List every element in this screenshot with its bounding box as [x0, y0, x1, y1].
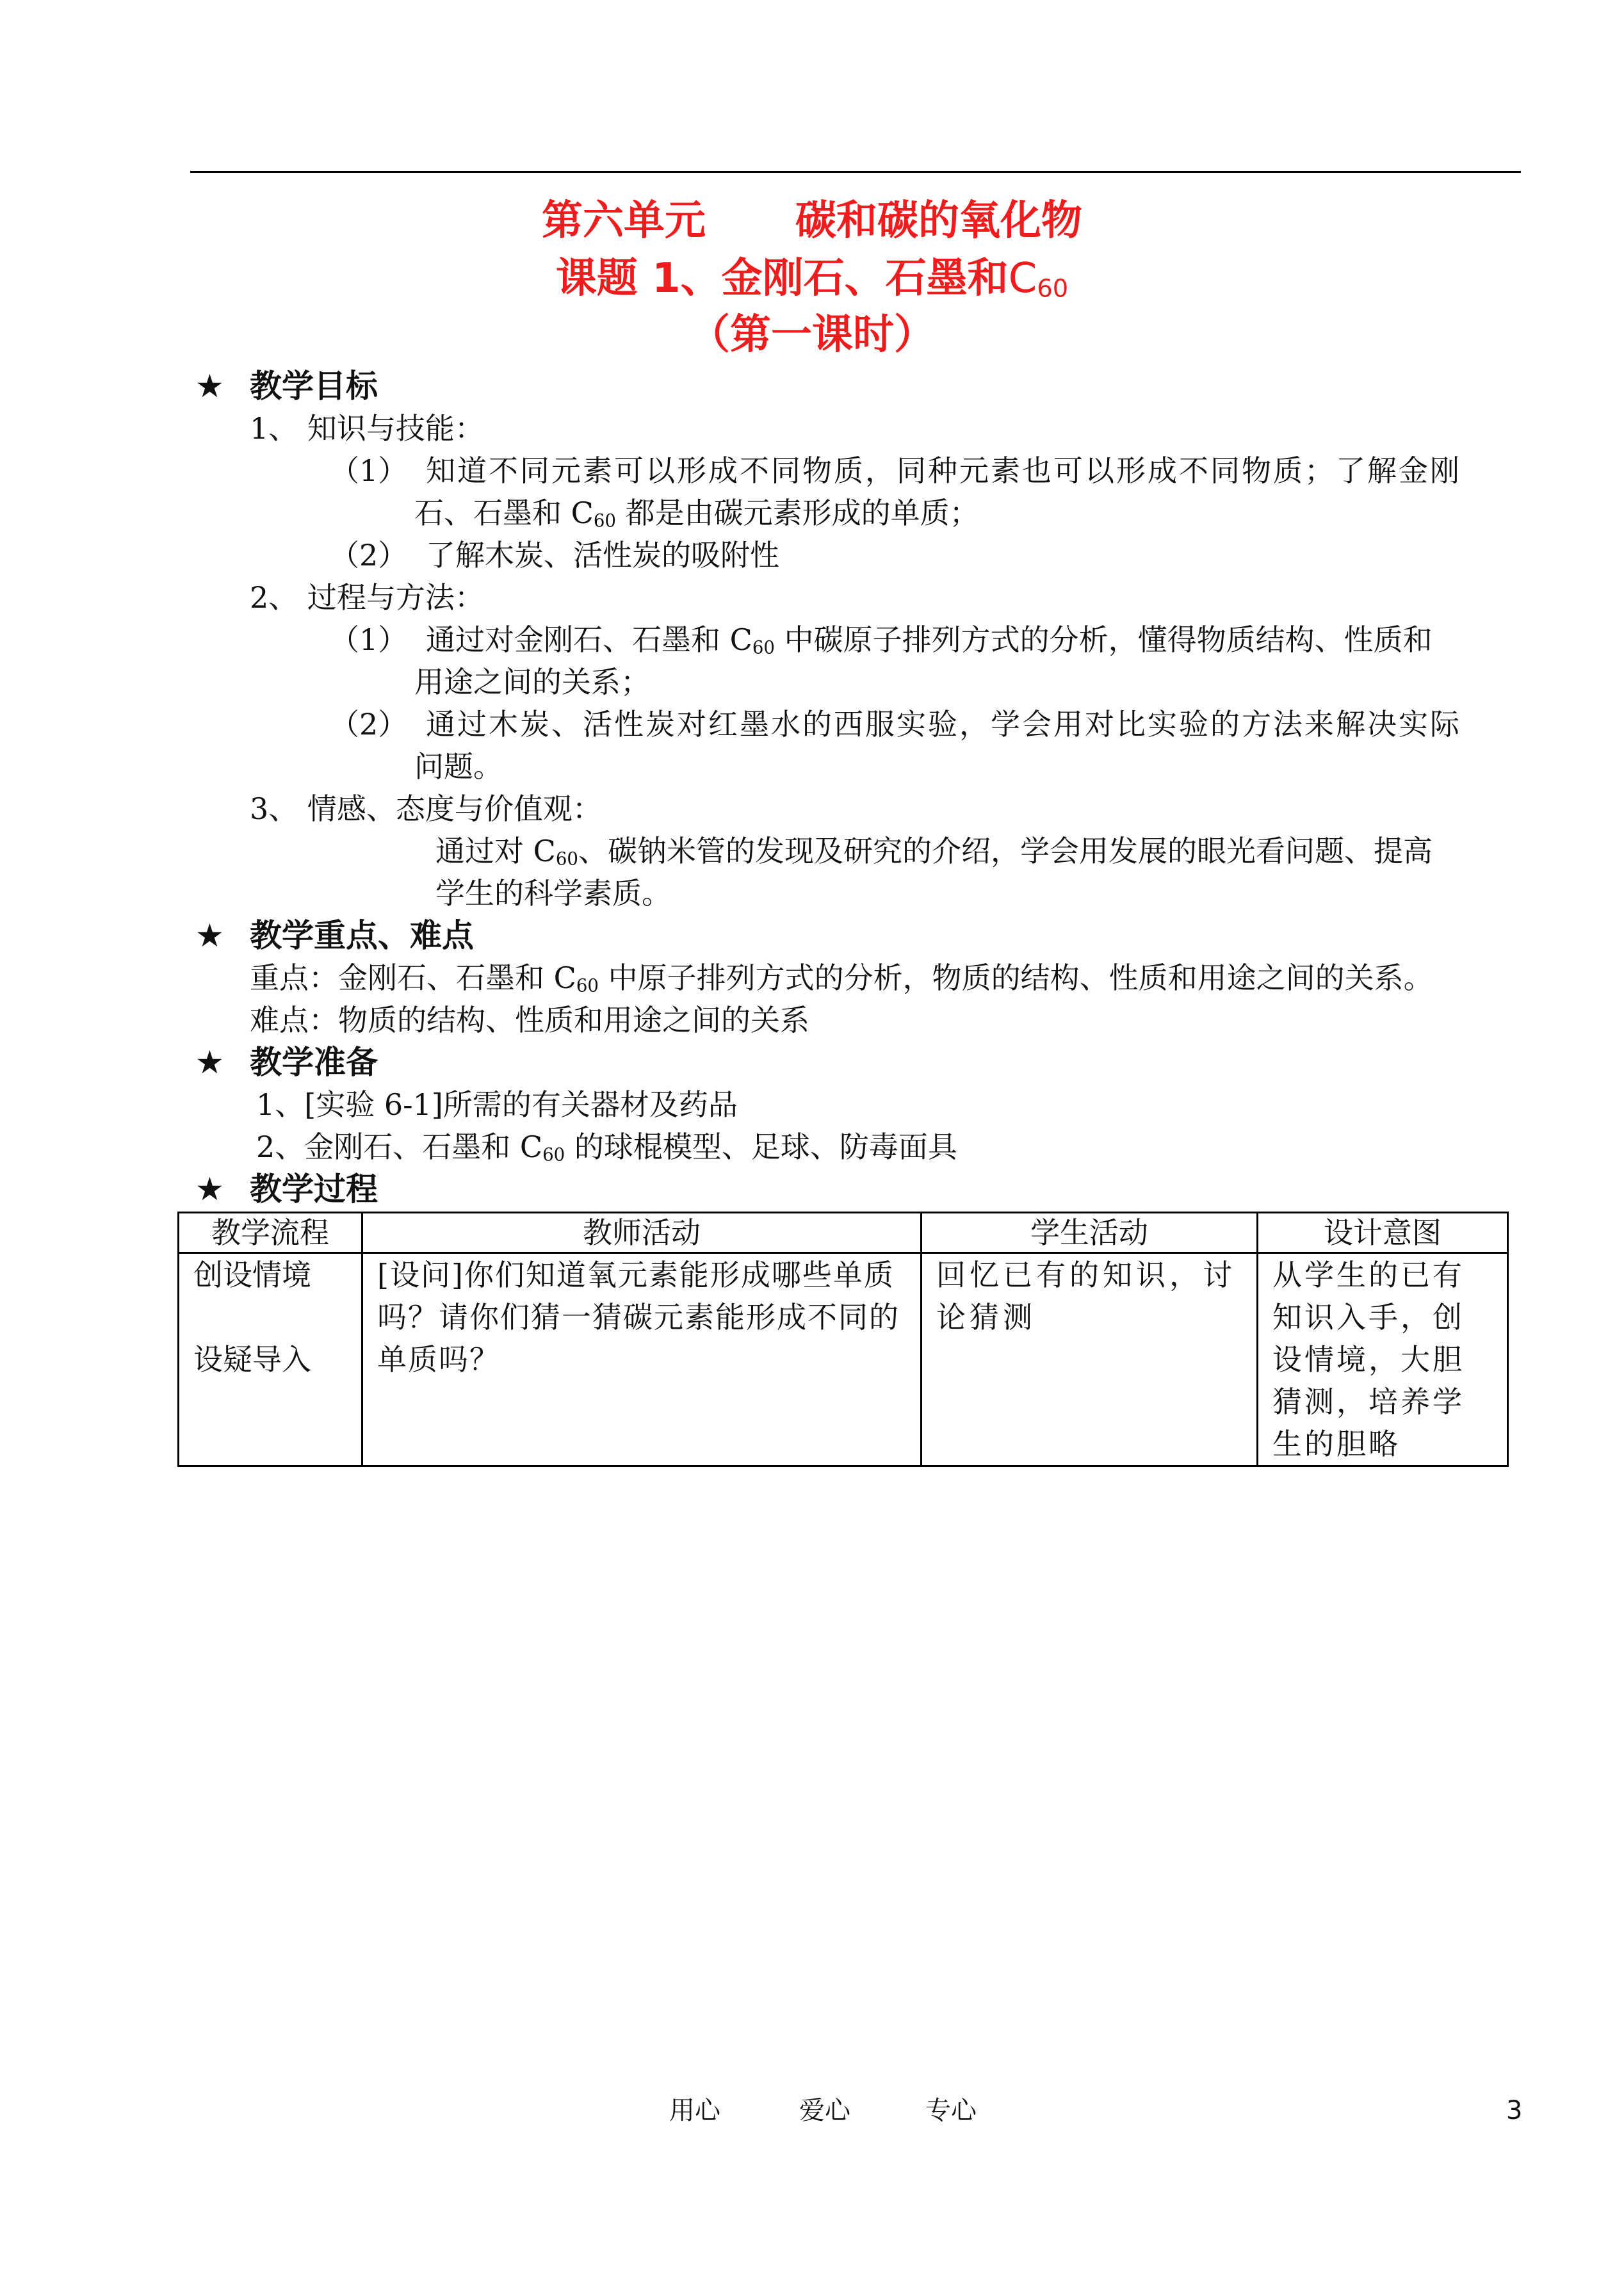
- page-number: 3: [1506, 2096, 1523, 2125]
- preparation-item1: 1、[实验 6-1]所需的有关器材及药品: [256, 1087, 738, 1122]
- table-header-cell: 教师活动: [362, 1213, 922, 1253]
- knowledge-item1-line2-b: 都是由碳元素形成的单质；: [615, 496, 979, 530]
- preparation-item2-sub: 60: [542, 1144, 565, 1165]
- preparation-heading-text: 教学准备: [250, 1044, 378, 1081]
- emotion-label: 3、 情感、态度与价值观：: [250, 791, 602, 826]
- student-cell: 回忆已有的知识，讨论猜测: [922, 1253, 1258, 1466]
- unit-title: [0, 195, 1624, 247]
- star-icon: ★: [195, 368, 224, 405]
- teacher-cell: [设问]你们知道氧元素能形成哪些单质吗？请你们猜一猜碳元素能形成不同的单质吗？: [362, 1253, 922, 1466]
- knowledge-item1-num: （1）: [330, 453, 408, 488]
- intent-cell: 从学生的已有知识入手，创设情境，大胆猜测，培养学生的胆略: [1258, 1253, 1508, 1466]
- lesson-prefix: 课题 1、金刚石、石墨和: [555, 255, 1009, 302]
- formula-sub: 60: [1037, 274, 1069, 304]
- preparation-heading: [195, 1041, 378, 1083]
- process-item2-line2: 问题。: [414, 749, 503, 784]
- focus-b: 中原子排列方式的分析，物质的结构、性质和用途之间的关系。: [598, 961, 1433, 995]
- key-points-heading-text: 教学重点、难点: [250, 917, 474, 954]
- process-item2-line1: 通过木炭、活性炭对红墨水的西服实验，学会用对比实验的方法来解决实际: [426, 707, 1461, 742]
- process-item1-line1-b: 中碳原子排列方式的分析，懂得物质结构、性质和: [774, 622, 1433, 657]
- lesson-title: [0, 253, 1624, 315]
- period-title: （第一课时）: [689, 311, 935, 359]
- footer-motto-3: 专心: [925, 2096, 977, 2125]
- table-row: [179, 1253, 1508, 1466]
- table-header-cell: 设计意图: [1258, 1213, 1508, 1253]
- preparation-item2-b: 的球棍模型、足球、防毒面具: [565, 1130, 957, 1164]
- process-item1-num: （1）: [330, 622, 408, 657]
- key-points-heading: [195, 914, 474, 957]
- formula-base: C: [1008, 255, 1037, 302]
- process-heading: [195, 1168, 378, 1210]
- focus-a: 重点：金刚石、石墨和 C: [250, 961, 576, 995]
- process-item1-sub: 60: [752, 637, 775, 658]
- flow-line1: 创设情境: [193, 1258, 311, 1292]
- unit-label: 第六单元: [542, 197, 706, 245]
- process-item1-line2: 用途之间的关系；: [414, 665, 650, 699]
- preparation-item2-a: 2、金刚石、石墨和 C: [256, 1130, 543, 1164]
- focus-sub: 60: [576, 975, 599, 996]
- unit-topic: 碳和碳的氧化物: [795, 197, 1082, 245]
- emotion-line1-a: 通过对 C: [435, 834, 556, 868]
- emotion-line2: 学生的科学素质。: [435, 876, 671, 911]
- process-heading-text: 教学过程: [250, 1171, 378, 1208]
- star-icon: ★: [195, 1171, 224, 1208]
- knowledge-item1-line1: 知道不同元素可以形成不同物质，同种元素也可以形成不同物质；了解金刚: [426, 453, 1461, 488]
- knowledge-item2-text: 了解木炭、活性炭的吸附性: [426, 538, 779, 572]
- objectives-heading: [195, 365, 378, 407]
- knowledge-item2-num: （2）: [330, 538, 408, 572]
- table-header-cell: 教学流程: [179, 1213, 362, 1253]
- flow-cell: [179, 1253, 362, 1466]
- footer-motto-1: 用心: [669, 2096, 720, 2125]
- table-header-row: [179, 1213, 1508, 1253]
- star-icon: ★: [195, 1044, 224, 1081]
- footer-motto-2: 爱心: [799, 2096, 850, 2125]
- process-label: 2、 过程与方法：: [250, 580, 484, 615]
- knowledge-item1-sub: 60: [593, 510, 616, 531]
- knowledge-item1-line2-a: 石、石墨和 C: [414, 496, 594, 530]
- lesson-plan-table: [177, 1212, 1509, 1467]
- objectives-heading-text: 教学目标: [250, 368, 378, 405]
- table-header-cell: 学生活动: [922, 1213, 1258, 1253]
- difficulty-line: 难点：物质的结构、性质和用途之间的关系: [250, 1003, 809, 1037]
- lesson-formula: [1009, 255, 1069, 302]
- process-item2-num: （2）: [330, 707, 408, 742]
- process-item1-line1-a: 通过对金刚石、石墨和 C: [426, 622, 752, 657]
- knowledge-label: 1、 知识与技能：: [250, 411, 484, 446]
- star-icon: ★: [195, 917, 224, 954]
- flow-line2: 设疑导入: [193, 1342, 311, 1377]
- top-rule: [190, 171, 1521, 173]
- emotion-sub: 60: [555, 848, 578, 870]
- emotion-line1-b: 、碳钠米管的发现及研究的介绍，学会用发展的眼光看问题、提高: [578, 834, 1433, 868]
